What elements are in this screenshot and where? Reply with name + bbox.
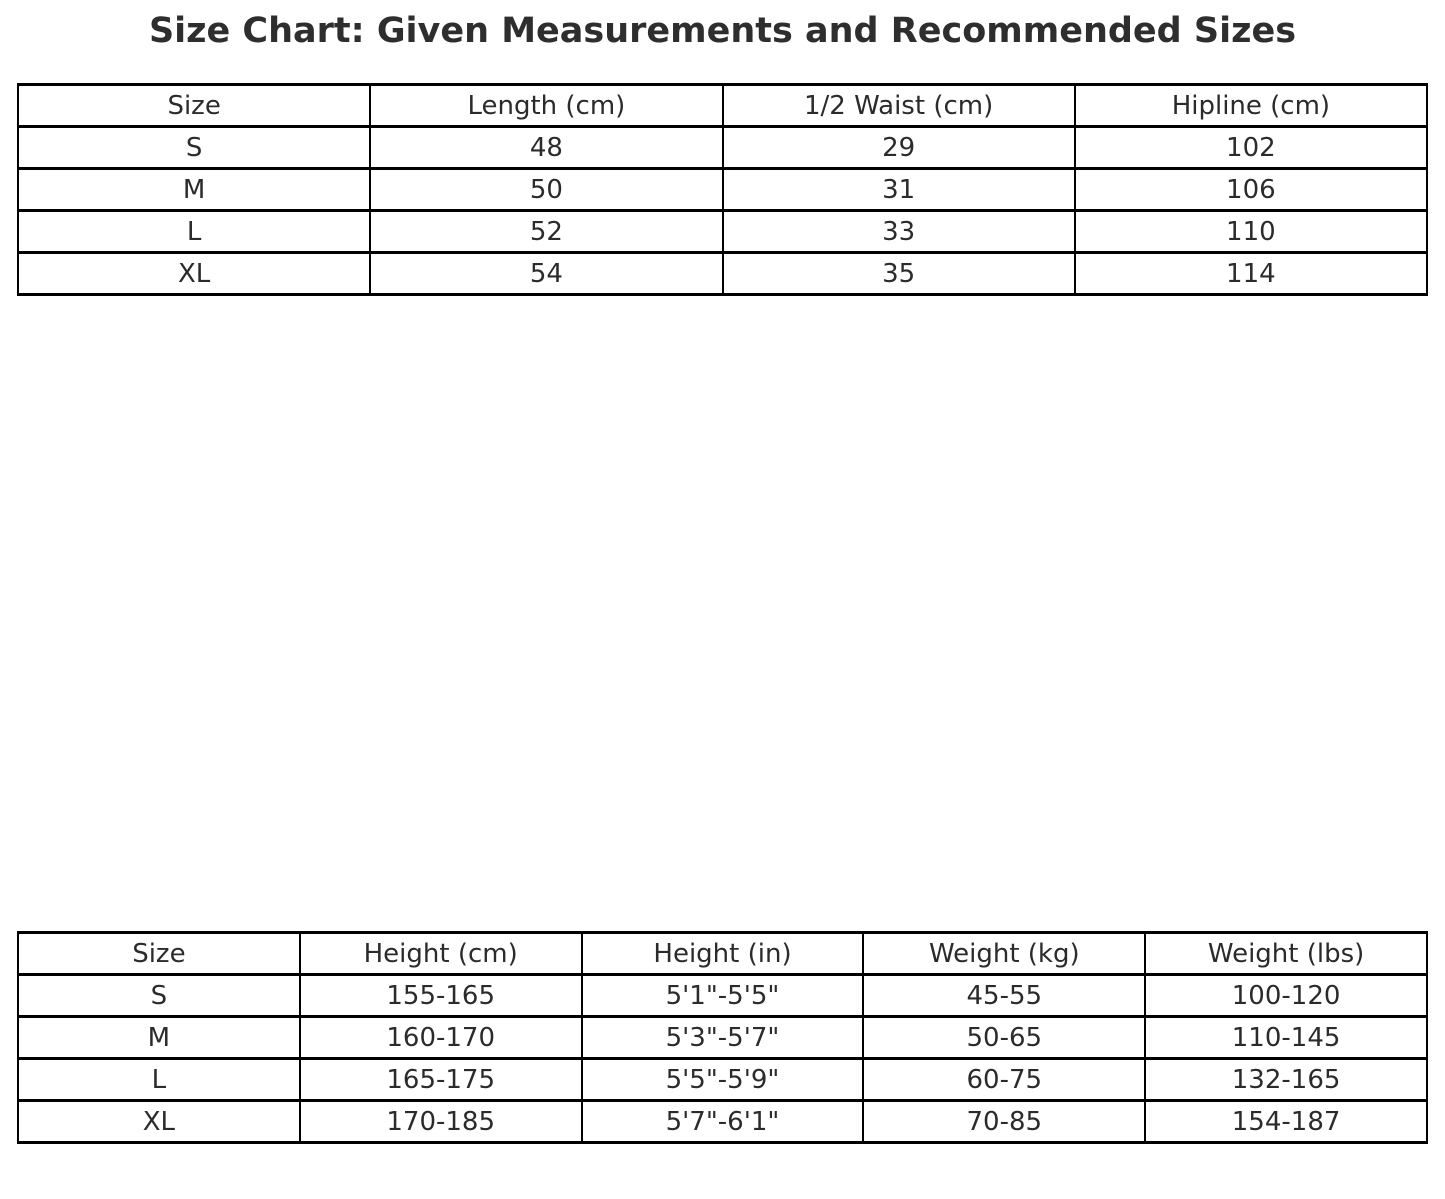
table-cell: 60-75 <box>863 1059 1145 1101</box>
table-cell: 165-175 <box>300 1059 582 1101</box>
table-row <box>18 1017 1427 1059</box>
table-cell: M <box>18 169 370 211</box>
header-row <box>18 85 1427 127</box>
column-header-weight-lbs: Weight (lbs) <box>1145 933 1427 975</box>
column-header-length: Length (cm) <box>370 85 722 127</box>
table-cell: XL <box>18 253 370 295</box>
column-header-height-in: Height (in) <box>582 933 864 975</box>
table-cell: 35 <box>723 253 1075 295</box>
table-cell: 110-145 <box>1145 1017 1427 1059</box>
page-title: Size Chart: Given Measurements and Recommended Sizes <box>148 11 1297 51</box>
table-cell: S <box>18 975 300 1017</box>
column-header-size: Size <box>18 933 300 975</box>
table-cell: 5'7"-6'1" <box>582 1101 864 1143</box>
table-cell: M <box>18 1017 300 1059</box>
table-cell: 106 <box>1075 169 1427 211</box>
table-cell: XL <box>18 1101 300 1143</box>
table-cell: 170-185 <box>300 1101 582 1143</box>
column-header-height-cm: Height (cm) <box>300 933 582 975</box>
table-cell: 155-165 <box>300 975 582 1017</box>
table-cell: 29 <box>723 127 1075 169</box>
table-cell: 160-170 <box>300 1017 582 1059</box>
table-cell: L <box>18 211 370 253</box>
table-row <box>18 1059 1427 1101</box>
table-row <box>18 1101 1427 1143</box>
table-cell: 154-187 <box>1145 1101 1427 1143</box>
table-cell: 70-85 <box>863 1101 1145 1143</box>
column-header-weight-kg: Weight (kg) <box>863 933 1145 975</box>
table-cell: 100-120 <box>1145 975 1427 1017</box>
header-row <box>18 933 1427 975</box>
table-cell: 114 <box>1075 253 1427 295</box>
table-cell: 102 <box>1075 127 1427 169</box>
column-header-hipline: Hipline (cm) <box>1075 85 1427 127</box>
table-cell: 132-165 <box>1145 1059 1427 1101</box>
table-row <box>18 127 1427 169</box>
measurements-table <box>17 83 1428 296</box>
table-cell: 5'1"-5'5" <box>582 975 864 1017</box>
table-cell: 110 <box>1075 211 1427 253</box>
table-cell: 5'3"-5'7" <box>582 1017 864 1059</box>
table-cell: 31 <box>723 169 1075 211</box>
table-cell: 54 <box>370 253 722 295</box>
table-cell: S <box>18 127 370 169</box>
table-cell: 33 <box>723 211 1075 253</box>
table-cell: 5'5"-5'9" <box>582 1059 864 1101</box>
table-cell: L <box>18 1059 300 1101</box>
table-cell: 45-55 <box>863 975 1145 1017</box>
table-row <box>18 211 1427 253</box>
column-header-size: Size <box>18 85 370 127</box>
table-row <box>18 975 1427 1017</box>
table-cell: 52 <box>370 211 722 253</box>
table-cell: 50 <box>370 169 722 211</box>
table-row <box>18 169 1427 211</box>
table-row <box>18 253 1427 295</box>
table-cell: 48 <box>370 127 722 169</box>
size-recommendations-table <box>17 931 1428 1144</box>
table-cell: 50-65 <box>863 1017 1145 1059</box>
column-header-half-waist: 1/2 Waist (cm) <box>723 85 1075 127</box>
